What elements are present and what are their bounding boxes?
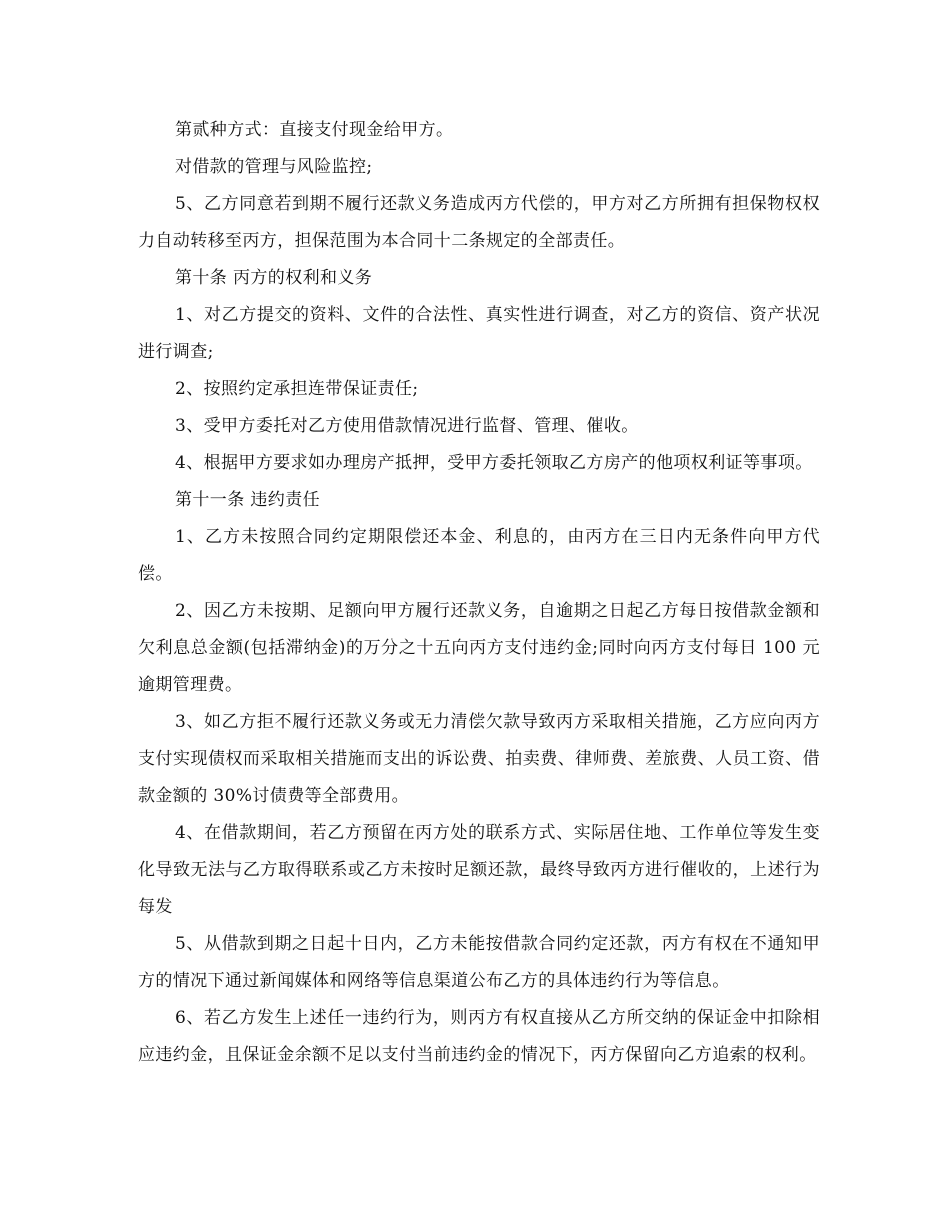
document-body (138, 112, 820, 1074)
paragraph-loan-management: 对借款的管理与风险监控; (175, 157, 373, 177)
paragraph-article-10-item-3: 3、受甲方委托对乙方使用借款情况进行监督、管理、催收。 (175, 416, 639, 436)
section-heading-article-11: 第十一条 违约责任 (175, 490, 321, 510)
paragraph-article-10-item-4: 4、根据甲方要求如办理房产抵押，受甲方委托领取乙方房产的他项权利证等事项。 (175, 453, 813, 473)
section-heading-article-10: 第十条 丙方的权利和义务 (175, 268, 373, 288)
paragraph-payment-method-2: 第贰种方式：直接支付现金给甲方。 (175, 120, 454, 140)
paragraph-article-11-item-6: 6、若乙方发生上述任一违约行为，则丙方有权直接从乙方所交纳的保证金中扣除相应违约金，且保证金余额不足以支付当前违约金的情况下，丙方保留向乙方追索的权利。 (138, 1008, 820, 1065)
paragraph-article-10-item-2: 2、按照约定承担连带保证责任; (175, 379, 419, 399)
paragraph-clause-5: 5、乙方同意若到期不履行还款义务造成丙方代偿的，甲方对乙方所拥有担保物权权力自动转移至丙方，担保范围为本合同十二条规定的全部责任。 (138, 194, 820, 251)
paragraph-article-11-item-3: 3、如乙方拒不履行还款义务或无力清偿欠款导致丙方采取相关措施，乙方应向丙方支付实现债权而采取相关措施而支出的诉讼费、拍卖费、律师费、差旅费、人员工资、借款金额的 30%讨债费等全部费用。 (138, 712, 820, 806)
paragraph-article-11-item-5: 5、从借款到期之日起十日内，乙方未能按借款合同约定还款，丙方有权在不通知甲方的情况下通过新闻媒体和网络等信息渠道公布乙方的具体违约行为等信息。 (138, 934, 820, 991)
paragraph-article-11-item-4: 4、在借款期间，若乙方预留在丙方处的联系方式、实际居住地、工作单位等发生变化导致无法与乙方取得联系或乙方未按时足额还款，最终导致丙方进行催收的，上述行为每发 (138, 823, 820, 917)
paragraph-article-11-item-2: 2、因乙方未按期、足额向甲方履行还款义务，自逾期之日起乙方每日按借款金额和欠利息总金额(包括滞纳金)的万分之十五向丙方支付违约金;同时向丙方支付每日 100 元逾期管理费。 (138, 601, 820, 695)
paragraph-article-11-item-1: 1、乙方未按照合同约定期限偿还本金、利息的，由丙方在三日内无条件向甲方代偿。 (138, 527, 820, 584)
paragraph-article-10-item-1: 1、对乙方提交的资料、文件的合法性、真实性进行调查，对乙方的资信、资产状况进行调查; (138, 305, 820, 362)
